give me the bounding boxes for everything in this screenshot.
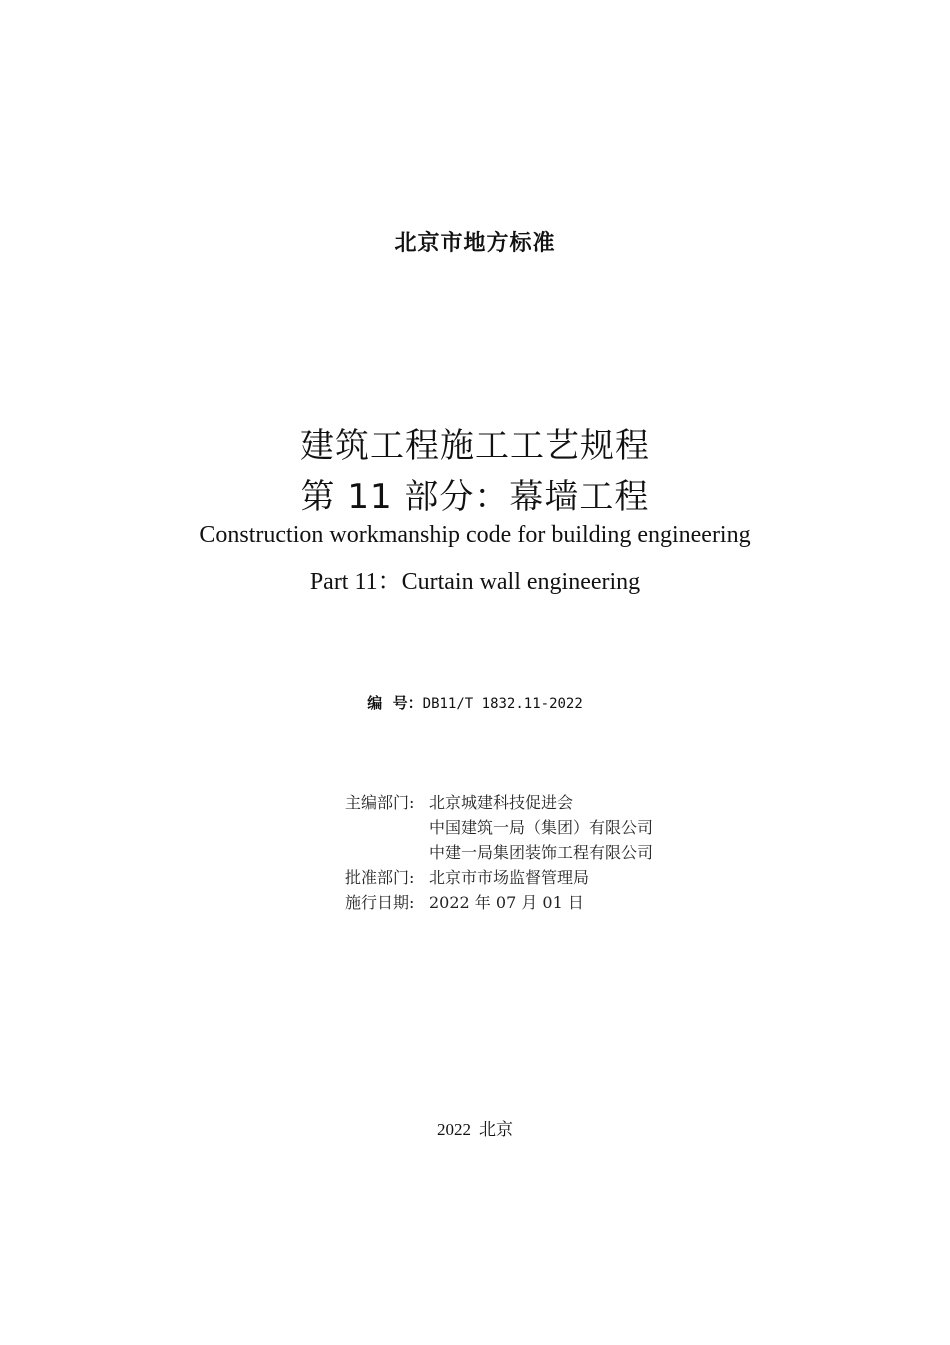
chief-editor-2: 中国建筑一局（集团）有限公司 (429, 818, 654, 837)
effective-date-value: 2022 年 07 月 01 日 (429, 893, 584, 912)
standard-code-value: DB11/T 1832.11-2022 (422, 696, 583, 712)
footer-year: 2022 (437, 1120, 471, 1139)
standard-code (0, 692, 950, 713)
approval-row (345, 865, 653, 890)
title-en-line1: Construction workmanship code for building engineering (199, 522, 751, 548)
approval-value: 北京市市场监督管理局 (429, 868, 590, 887)
title-cn-line1: 建筑工程施工工艺规程 (300, 426, 650, 466)
title-cn-line2: 第 11 部分：幕墙工程 (300, 477, 650, 517)
effective-date-row (345, 890, 653, 915)
chief-editor-row (345, 790, 653, 815)
approval-label: 批准部门: (345, 868, 415, 887)
chief-editor-3: 中建一局集团装饰工程有限公司 (429, 843, 654, 862)
chief-editor-row (345, 815, 653, 840)
footer-city: 北京 (479, 1120, 513, 1140)
chief-editor-label: 主编部门: (345, 793, 415, 812)
publication-info (345, 790, 653, 915)
publication-footer (0, 1115, 950, 1140)
title-en-line2: Part 11：Curtain wall engineering (309, 569, 641, 595)
chief-editor-row (345, 840, 653, 865)
standard-code-label: 编 号： (367, 694, 423, 712)
effective-date-label: 施行日期: (345, 893, 415, 912)
chief-editor-1: 北京城建科技促进会 (429, 793, 574, 812)
standard-type-heading: 北京市地方标准 (394, 231, 556, 256)
